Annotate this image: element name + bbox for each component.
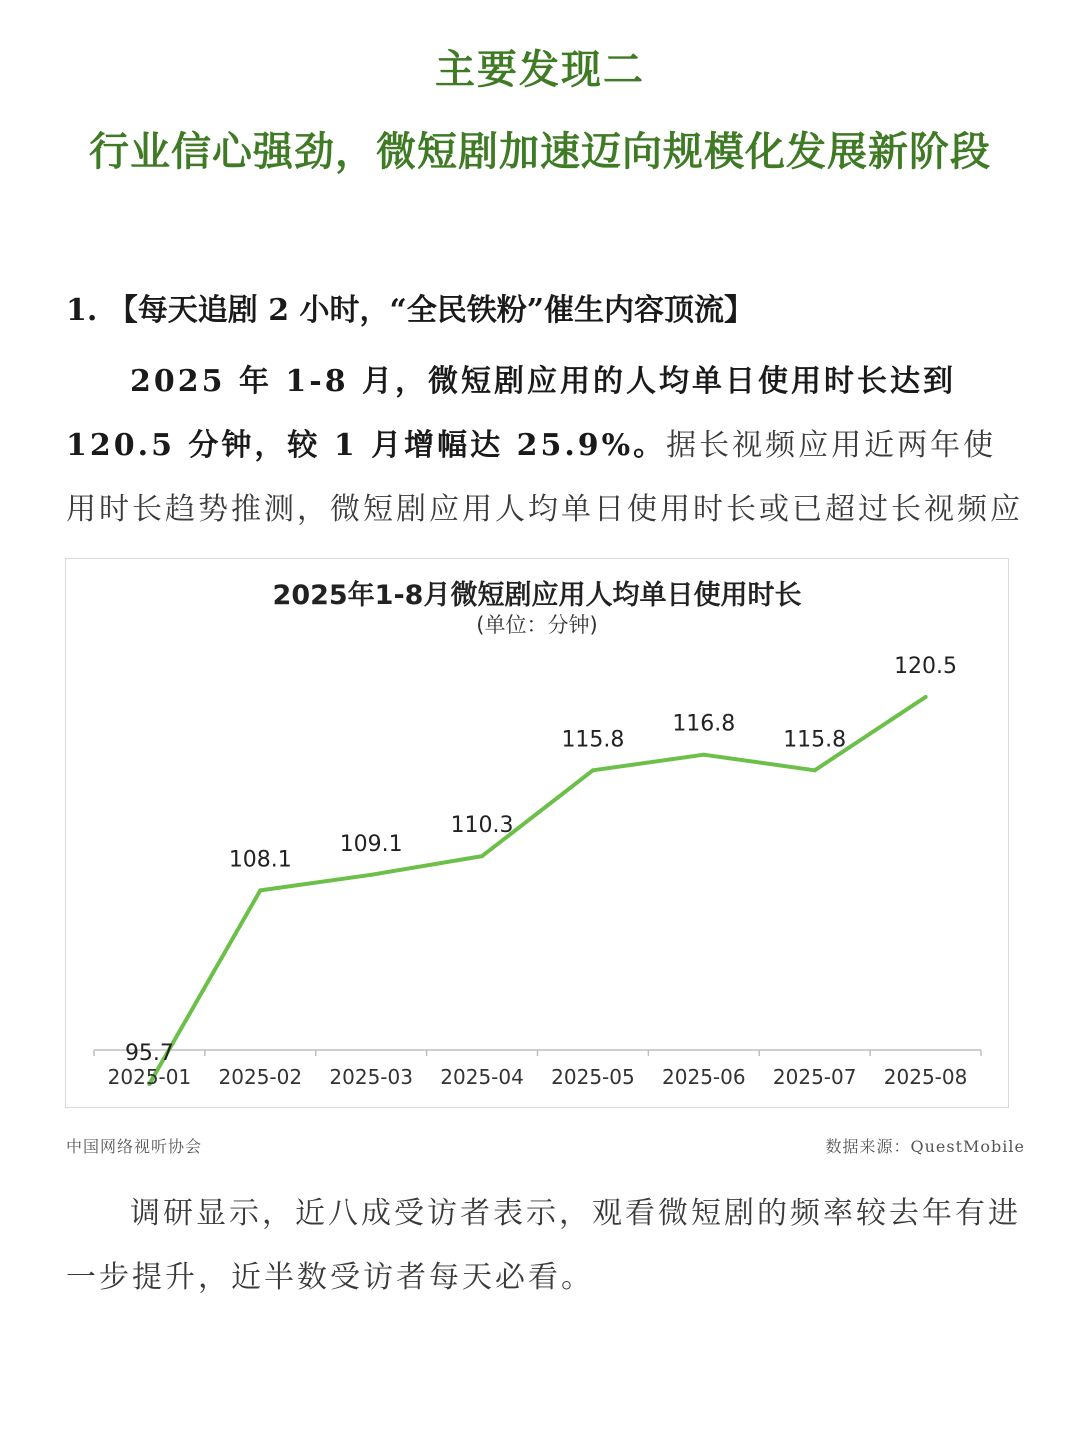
data-point bbox=[702, 753, 706, 757]
x-tick-label: 2025-02 bbox=[218, 1065, 303, 1089]
page-subtitle: 行业信心强劲，微短剧加速迈向规模化发展新阶段 bbox=[89, 128, 991, 175]
chart-unit: (单位：分钟) bbox=[476, 613, 598, 637]
data-label: 109.1 bbox=[339, 831, 403, 857]
data-point bbox=[480, 854, 484, 858]
paragraph-1-highlight: 2025 年 1-8 月，微短剧应用的人均单日使用时长达到 120.5 分钟，较 1 月增幅达 25.9%。 bbox=[66, 364, 957, 463]
x-tick-label: 2025-05 bbox=[551, 1065, 635, 1089]
data-point bbox=[591, 768, 595, 772]
data-label: 115.8 bbox=[783, 727, 847, 753]
x-tick-label: 2025-04 bbox=[440, 1065, 524, 1089]
source-organization: 中国网络视听协会 bbox=[66, 1137, 203, 1156]
data-label: 110.3 bbox=[450, 813, 514, 839]
data-label: 115.8 bbox=[561, 727, 625, 753]
data-point bbox=[813, 768, 817, 772]
data-label: 116.8 bbox=[672, 711, 736, 737]
paragraph-2: 调研显示，近八成受访者表示，观看微短剧的频率较去年有进一步提升，近半数受访者每天必看。 bbox=[66, 1196, 1021, 1295]
series-line bbox=[149, 697, 925, 1084]
data-point bbox=[369, 873, 373, 877]
x-tick-label: 2025-07 bbox=[772, 1065, 857, 1089]
data-label: 120.5 bbox=[894, 654, 958, 679]
line-chart bbox=[66, 559, 1008, 1107]
data-label: 108.1 bbox=[228, 847, 292, 873]
data-point bbox=[258, 888, 262, 892]
section-heading: 1. 【每天追剧 2 小时，“全民铁粉”催生内容顶流】 bbox=[66, 293, 755, 328]
data-point bbox=[924, 695, 928, 699]
x-tick-label: 2025-06 bbox=[662, 1065, 746, 1089]
page-title: 主要发现二 bbox=[435, 46, 645, 93]
data-label: 95.7 bbox=[124, 1040, 174, 1066]
x-tick-label: 2025-08 bbox=[883, 1065, 968, 1089]
x-tick-label: 2025-01 bbox=[107, 1065, 192, 1089]
x-tick-label: 2025-03 bbox=[329, 1065, 413, 1089]
paragraph-1-rest: 据长视频应用近两年使用时长趋势推测，微短剧应用人均单日使用时长或已超过长视频应 bbox=[66, 428, 1023, 527]
data-source: 数据来源：QuestMobile bbox=[825, 1137, 1025, 1156]
chart-container bbox=[65, 558, 1009, 1108]
chart-title: 2025年1-8月微短剧应用人均单日使用时长 bbox=[272, 580, 802, 611]
